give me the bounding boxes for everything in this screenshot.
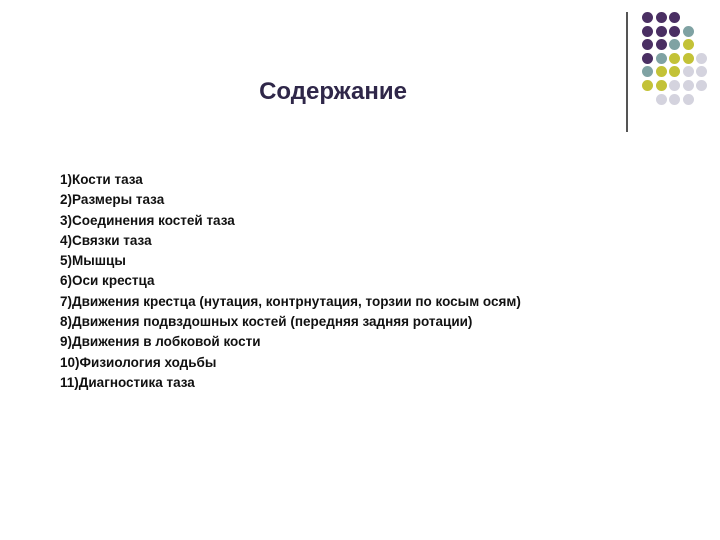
contents-list [60, 170, 521, 393]
decorative-dot [669, 39, 680, 50]
decorative-dot [696, 80, 707, 91]
decorative-dot [642, 66, 653, 77]
list-item: 5)Мышцы [60, 253, 126, 269]
decorative-dot [683, 26, 694, 37]
decorative-dot [656, 39, 667, 50]
list-item: 10)Физиология ходьбы [60, 354, 217, 370]
decorative-dot [642, 26, 653, 37]
list-item: 8)Движения подвздошных костей (передняя задняя ротации) [60, 314, 473, 330]
decorative-dot [669, 26, 680, 37]
decorative-dot [656, 12, 667, 23]
decorative-dot [656, 80, 667, 91]
list-item: 4)Связки таза [60, 232, 152, 248]
decorative-dot [656, 94, 667, 105]
decorative-dot [656, 26, 667, 37]
decorative-dot [683, 39, 694, 50]
list-item: 1)Кости таза [60, 172, 143, 187]
decorative-dot [696, 53, 707, 64]
decorative-dot [683, 80, 694, 91]
decorative-dot [669, 53, 680, 64]
decorative-dot [669, 80, 680, 91]
list-item: 11)Диагностика таза [60, 374, 195, 390]
list-item: 6)Оси крестца [60, 273, 155, 289]
decorative-dot [669, 12, 680, 23]
list-item: 7)Движения крестца (нутация, контрнутация, торзии по косым осям) [60, 293, 521, 309]
decorative-dot [669, 66, 680, 77]
decorative-dot [642, 12, 653, 23]
decorative-dot [656, 66, 667, 77]
decorative-dot [656, 53, 667, 64]
list-item: 2)Размеры таза [60, 192, 165, 208]
slide-title: Содержание [259, 78, 407, 105]
decorative-dot [669, 94, 680, 105]
decorative-divider [626, 12, 628, 132]
decorative-dot [642, 39, 653, 50]
decorative-dot [683, 94, 694, 105]
decorative-dot [683, 53, 694, 64]
decorative-dot [642, 80, 653, 91]
decorative-dot [696, 66, 707, 77]
decorative-dot [683, 66, 694, 77]
list-item: 3)Соединения костей таза [60, 212, 235, 228]
list-item: 9)Движения в лобковой кости [60, 334, 261, 350]
decorative-dot [642, 53, 653, 64]
